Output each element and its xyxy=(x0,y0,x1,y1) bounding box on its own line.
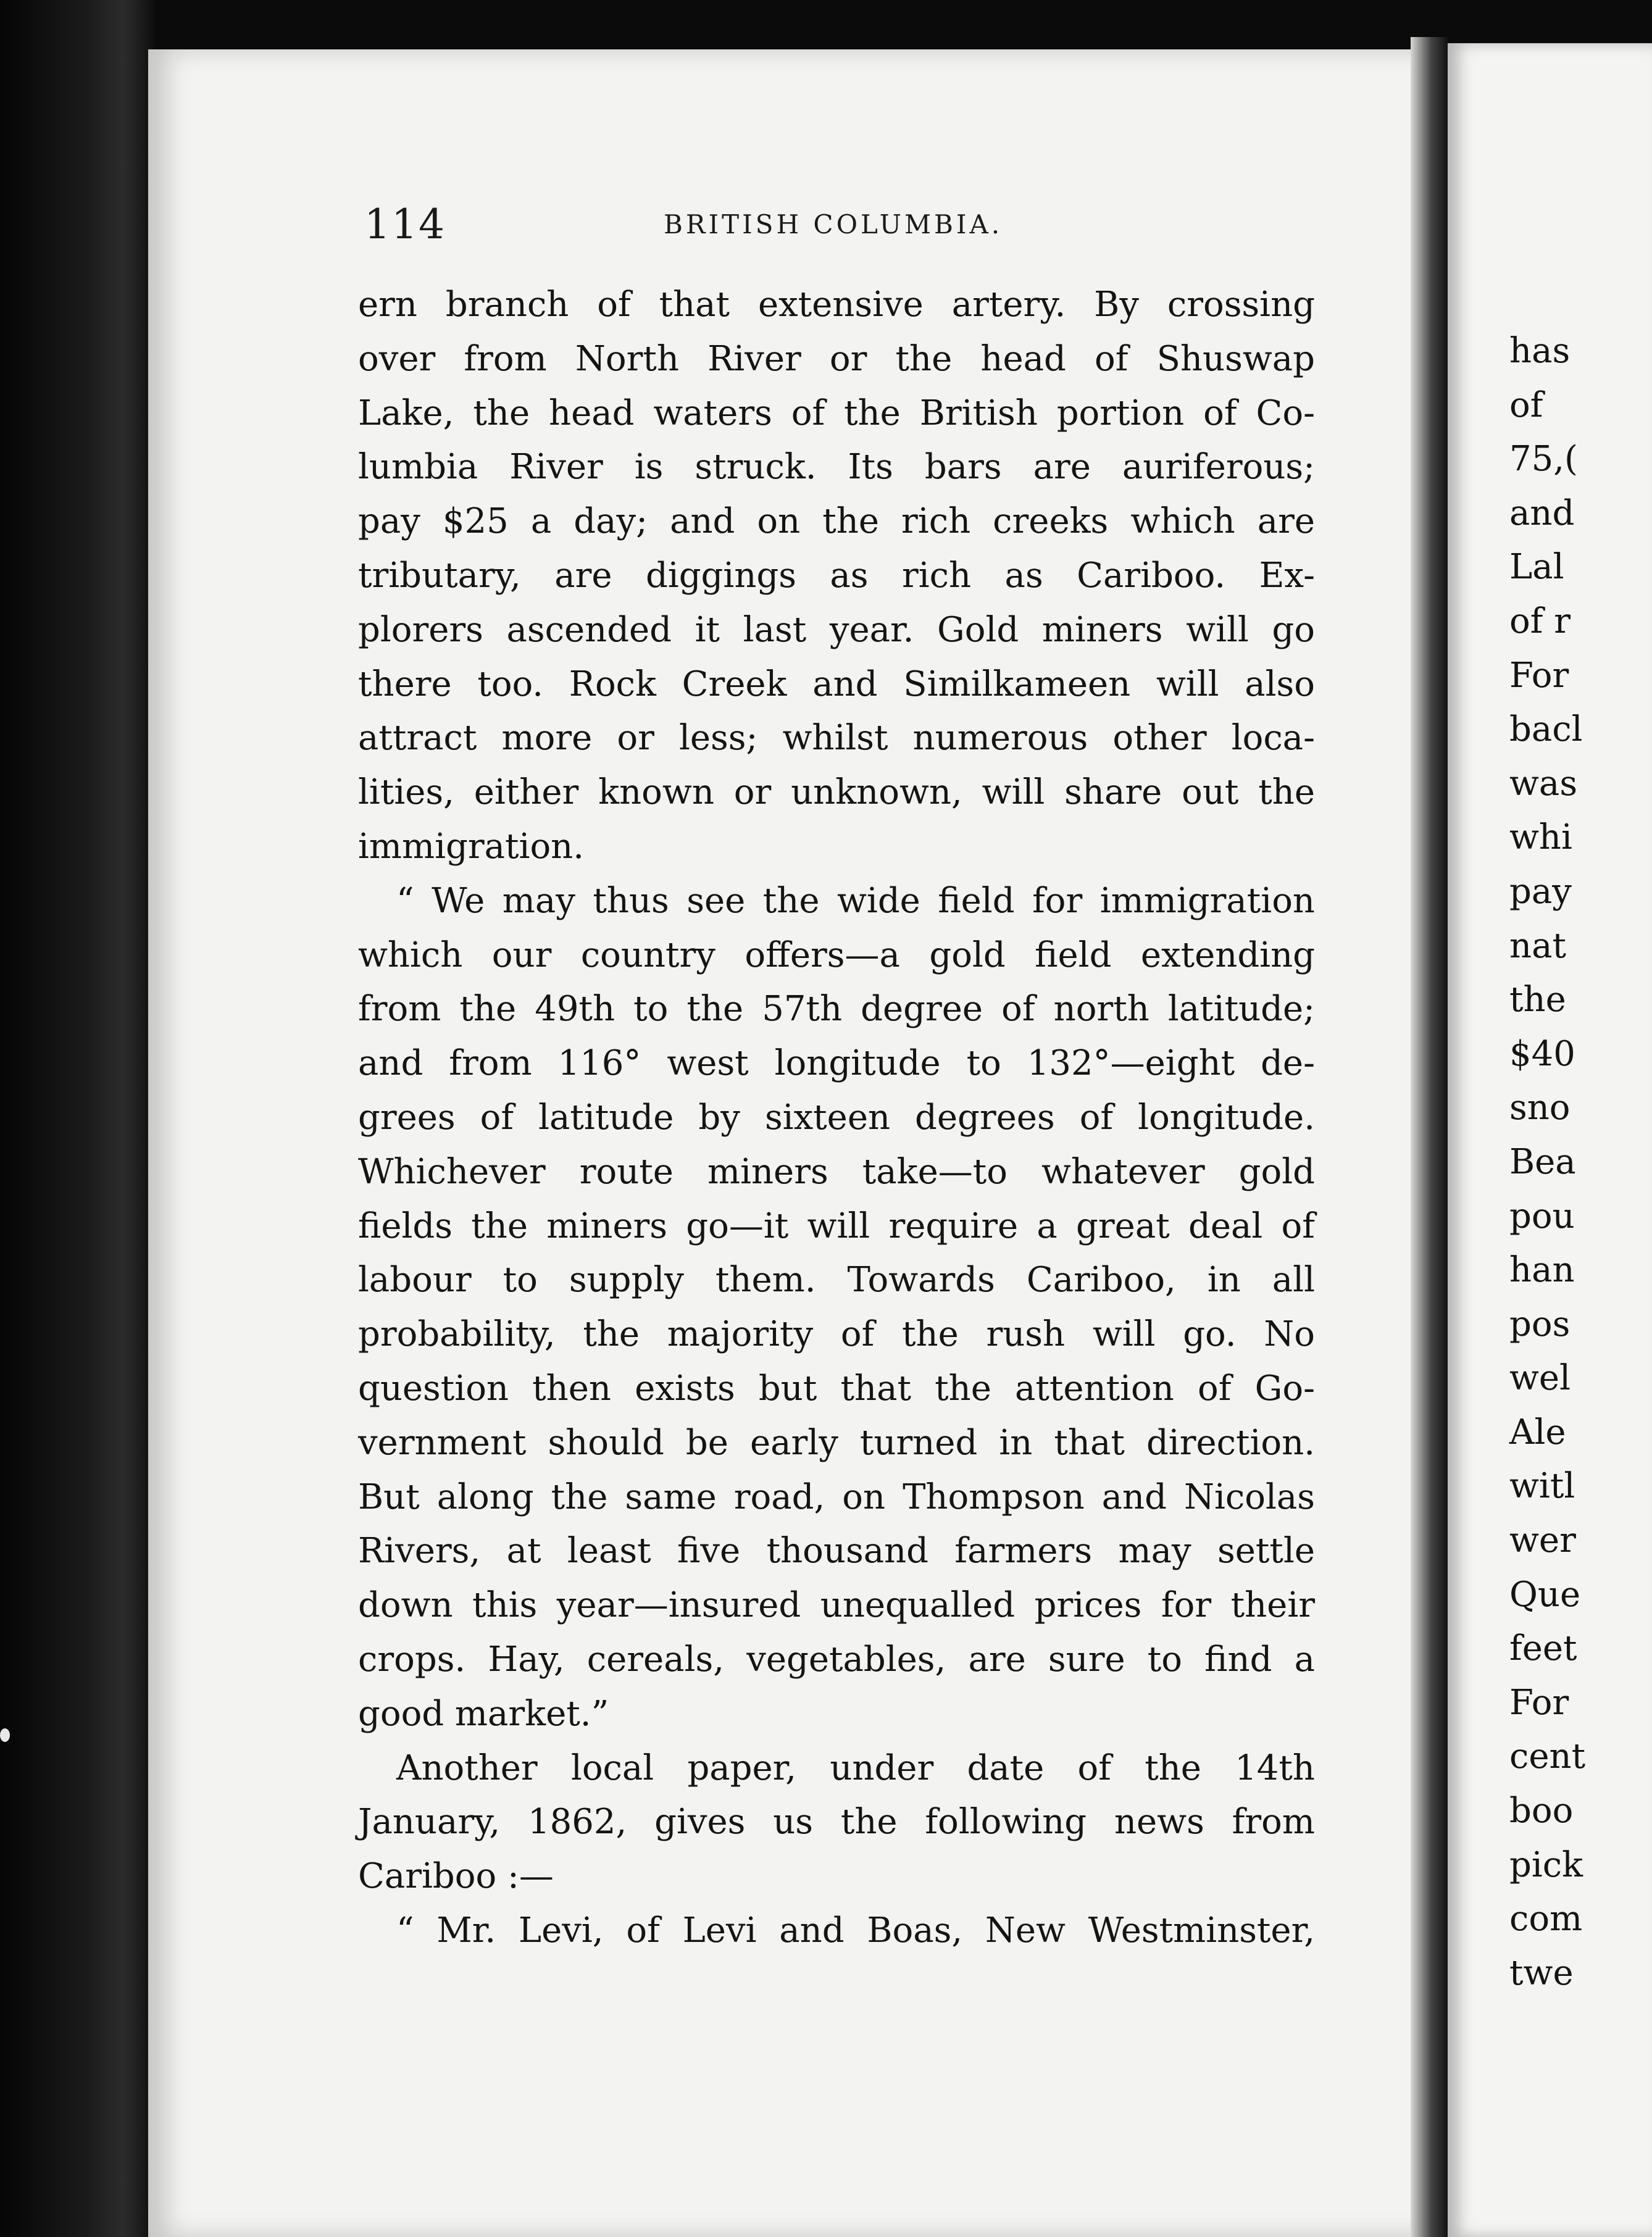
text-line: vernment should be early turned in that direction. xyxy=(358,1422,1315,1463)
text-line: question then exists but that the attention of Go- xyxy=(358,1368,1315,1409)
text-fragment: $40 xyxy=(1509,1033,1575,1074)
text-fragment: has xyxy=(1509,331,1571,371)
text-line: “ We may thus see the wide field for immigration xyxy=(396,880,1315,921)
text-line: over from North River or the head of Shuswap xyxy=(358,338,1315,379)
text-fragment: wer xyxy=(1509,1520,1576,1561)
text-line: plorers ascended it last year. Gold miners will go xyxy=(358,609,1315,650)
left-page-body-text xyxy=(358,278,1315,1958)
text-fragment: and xyxy=(1509,493,1575,533)
text-fragment: han xyxy=(1509,1250,1575,1291)
text-fragment: twe xyxy=(1509,1952,1574,1993)
text-fragment: of r xyxy=(1509,601,1571,641)
text-fragment: of xyxy=(1509,385,1543,425)
text-line: probability, the majority of the rush will go. No xyxy=(358,1314,1315,1355)
text-fragment: cent xyxy=(1509,1736,1586,1777)
text-line: good market.” xyxy=(358,1693,609,1734)
text-fragment: bacl xyxy=(1509,709,1583,750)
right-page-text-fragments xyxy=(1509,324,1652,2000)
text-fragment: witl xyxy=(1509,1466,1575,1507)
text-fragment: pou xyxy=(1509,1196,1575,1236)
text-line: ern branch of that extensive artery. By crossing xyxy=(358,285,1315,325)
text-fragment: com xyxy=(1509,1899,1583,1939)
text-fragment: For xyxy=(1509,1682,1569,1723)
scan-speck xyxy=(0,1728,10,1742)
text-fragment: For xyxy=(1509,655,1569,696)
text-line: from the 49th to the 57th degree of north latitude; xyxy=(358,989,1315,1030)
text-fragment: was xyxy=(1509,763,1578,804)
text-line: and from 116° west longitude to 132°—eight de- xyxy=(358,1043,1315,1084)
text-fragment: Bea xyxy=(1509,1141,1576,1182)
text-line: January, 1862, gives us the following news from xyxy=(358,1802,1315,1843)
text-line: lities, either known or unknown, will share out the xyxy=(358,772,1315,813)
text-line: down this year—insured unequalled prices for their xyxy=(358,1585,1315,1626)
page-gutter xyxy=(1411,37,1448,2237)
text-line: crops. Hay, cereals, vegetables, are sure to find a xyxy=(358,1639,1315,1680)
running-head: BRITISH COLUMBIA. xyxy=(664,209,1003,240)
text-fragment: wel xyxy=(1509,1358,1571,1399)
text-fragment: the xyxy=(1509,980,1566,1020)
text-line: But along the same road, on Thompson and Nicolas xyxy=(358,1477,1315,1517)
text-fragment: Lal xyxy=(1509,547,1564,588)
text-line: pay $25 a day; and on the rich creeks which are xyxy=(358,501,1315,542)
text-fragment: pos xyxy=(1509,1304,1571,1344)
text-fragment: pick xyxy=(1509,1844,1583,1885)
text-line: immigration. xyxy=(358,826,585,867)
text-fragment: feet xyxy=(1509,1628,1577,1669)
text-line: labour to supply them. Towards Cariboo, in all xyxy=(358,1260,1315,1301)
text-line: fields the miners go—it will require a great deal of xyxy=(358,1206,1315,1246)
text-line: there too. Rock Creek and Similkameen will also xyxy=(358,664,1315,704)
text-line: grees of latitude by sixteen degrees of longitude. xyxy=(358,1097,1315,1138)
text-line: Rivers, at least five thousand farmers may settle xyxy=(358,1531,1315,1572)
text-fragment: boo xyxy=(1509,1791,1574,1831)
right-page xyxy=(1448,43,1652,2237)
text-line: Lake, the head waters of the British portion of Co- xyxy=(358,393,1315,433)
text-line: which our country offers—a gold field extending xyxy=(358,935,1315,975)
text-line: Cariboo :— xyxy=(358,1856,554,1897)
text-fragment: 75,( xyxy=(1509,439,1578,480)
book-spine-shadow xyxy=(0,0,154,2237)
text-fragment: Que xyxy=(1509,1574,1581,1615)
page-header xyxy=(364,201,1312,248)
text-line: tributary, are diggings as rich as Cariboo. Ex- xyxy=(358,555,1315,596)
page-number: 114 xyxy=(364,201,446,248)
text-fragment: nat xyxy=(1509,925,1566,966)
text-line: attract more or less; whilst numerous other loca- xyxy=(358,718,1315,759)
text-line: lumbia River is struck. Its bars are auriferous; xyxy=(358,447,1315,488)
text-line: Whichever route miners take—to whatever gold xyxy=(358,1151,1315,1192)
text-fragment: whi xyxy=(1509,817,1572,858)
text-fragment: pay xyxy=(1509,871,1572,912)
text-fragment: sno xyxy=(1509,1088,1571,1128)
text-line: “ Mr. Levi, of Levi and Boas, New Westminster, xyxy=(396,1910,1315,1951)
text-line: Another local paper, under date of the 14th xyxy=(396,1748,1315,1788)
text-fragment: Ale xyxy=(1509,1412,1566,1452)
